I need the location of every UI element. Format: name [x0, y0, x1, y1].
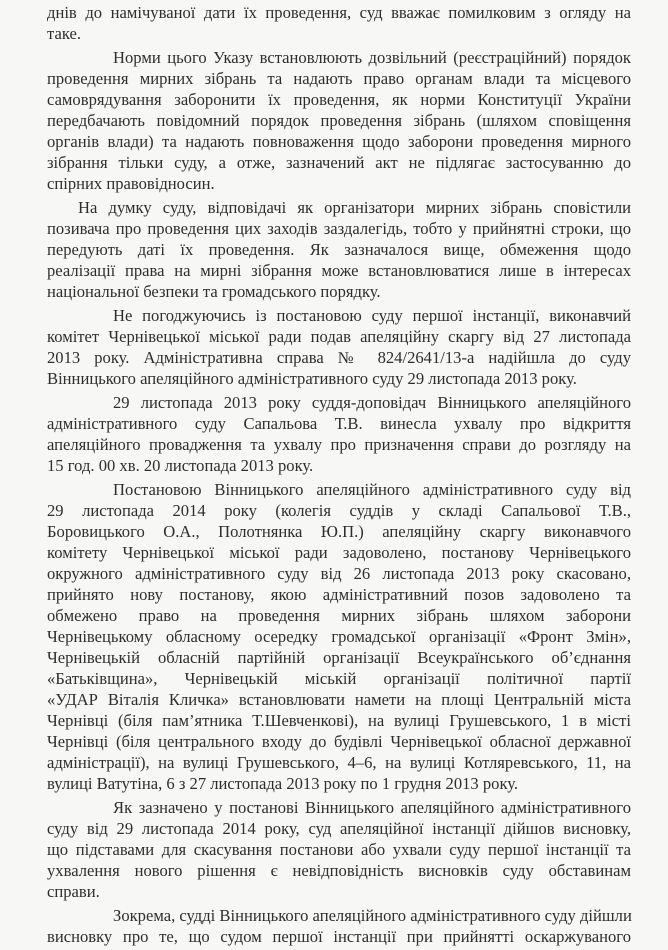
text-line: самоврядування заборонити їх проведення, як норми Конституції України [47, 90, 631, 109]
text-line: Норми цього Указу встановлюють дозвільний (реєстраційний) порядок [113, 48, 631, 67]
text-line: справи. [47, 882, 100, 901]
text-line: «Батьківщина», Чернівецькій міській організації політичної партії [47, 669, 631, 688]
text-line: «УДАР Віталія Кличка» встановлювати намети на площі Центральній міста [47, 690, 631, 709]
text-line: висновку про те, що судом першої інстанції при прийнятті оскаржуваного [47, 927, 631, 946]
text-line: Чернівецькому обласному осередку громадської організації «Фронт Змін», [47, 627, 631, 646]
text-line: адміністративного суду Сапальова Т.В. винесла ухвалу про відкриття [47, 414, 631, 433]
paragraph [47, 47, 631, 194]
paragraph [47, 2, 631, 44]
text-line: Зокрема, судді Вінницького апеляційного адміністративного суду дійшли [113, 906, 632, 925]
text-line: обмежено право на проведення мирних зібрань шляхом заборони [47, 606, 631, 625]
text-line: комітету Чернівецької міської ради задоволено, постанову Чернівецького [47, 543, 631, 562]
text-line: Постановою Вінницького апеляційного адміністративного суду від [113, 480, 631, 499]
text-line: передбачають повідомний порядок проведення зібрань (шляхом сповіщення [47, 111, 631, 130]
text-line: адміністрації), на вулиці Грушевського, 4–6, на вулиці Котляревського, 11, на [47, 753, 631, 772]
text-line: що підставами для скасування постанови або ухвали суду першої інстанції та [47, 840, 631, 859]
paragraph [47, 197, 631, 302]
text-line: 2013 року. Адміністративна справа № 824/2641/13-а надійшла до суду [47, 348, 631, 367]
text-line: Чернівці (біля пам’ятника Т.Шевченкові), на вулиці Грушевського, 1 в місті [47, 711, 631, 730]
text-line: Чернівецькій обласній партійній організації Всеукраїнського об’єднання [47, 648, 631, 667]
paragraph [47, 797, 631, 902]
text-line: суду від 29 листопада 2014 року, суд апеляційної інстанції дійшов висновку, [47, 819, 631, 838]
text-line: окружного адміністративного суду від 26 листопада 2013 року скасовано, [47, 564, 631, 583]
text-line: комітет Чернівецької міської ради подав апеляційну скаргу від 27 листопада [47, 327, 631, 346]
text-line: прийнято нову постанову, якою адміністративний позов задоволено та [47, 585, 631, 604]
text-line: проведення мирних зібрань та надають право органам влади та місцевого [47, 69, 631, 88]
text-line: таке. [47, 24, 81, 43]
text-line: На думку суду, відповідачі як організатори мирних зібрань сповістили [78, 198, 631, 217]
text-line: органів влади) та надають повноваження щодо заборони проведення мирного [47, 132, 631, 151]
text-line: Чернівці (біля центрального входу до будівлі Чернівецької обласної державної [47, 732, 631, 751]
text-line: реалізації права на мирні зібрання може встановлюватися лише в інтересах [47, 261, 631, 280]
text-line: вулиці Ватутіна, 6 з 27 листопада 2013 року по 1 грудня 2013 року. [47, 774, 519, 793]
text-line: зібрання тільки суду, а отже, зазначений акт не підлягає застосуванню до [47, 153, 631, 172]
text-line: передують даті їх проведення. Як зазначалося вище, обмеження щодо [47, 240, 631, 259]
text-line: Вінницького апеляційного адміністративного суду 29 листопада 2013 року. [47, 369, 577, 388]
text-line: 15 год. 00 хв. 20 листопада 2013 року. [47, 456, 314, 475]
text-line: днів до намічуваної дати їх проведення, суд вважає помилковим з огляду на [47, 3, 631, 22]
text-line: позивача про проведення цих заходів заздалегідь, тобто у прийнятні строки, що [47, 219, 631, 238]
text-line: апеляційного провадження та ухвалу про призначення справи до розгляду на [47, 435, 631, 454]
paragraph [47, 392, 631, 476]
text-line: Боровицького О.А., Полотнянка Ю.П.) апеляційну скаргу виконавчого [47, 522, 631, 541]
text-line: національної безпеки та громадського порядку. [47, 282, 381, 301]
text-line: 29 листопада 2014 року (колегія суддів у складі Сапальової Т.В., [47, 501, 631, 520]
text-line: Не погоджуючись із постановою суду першої інстанції, виконавчий [113, 306, 631, 325]
text-line: Як зазначено у постанові Вінницького апеляційного адміністративного [113, 798, 631, 817]
document-page [47, 2, 631, 950]
text-line: ухвалення нового рішення є невідповідність висновків суду обставинам [47, 861, 631, 880]
paragraph [47, 479, 631, 794]
paragraph [47, 305, 631, 389]
text-line: спірних правовідносин. [47, 174, 215, 193]
paragraph [47, 905, 631, 947]
text-line: 29 листопада 2013 року суддя-доповідач Вінницького апеляційного [113, 393, 631, 412]
